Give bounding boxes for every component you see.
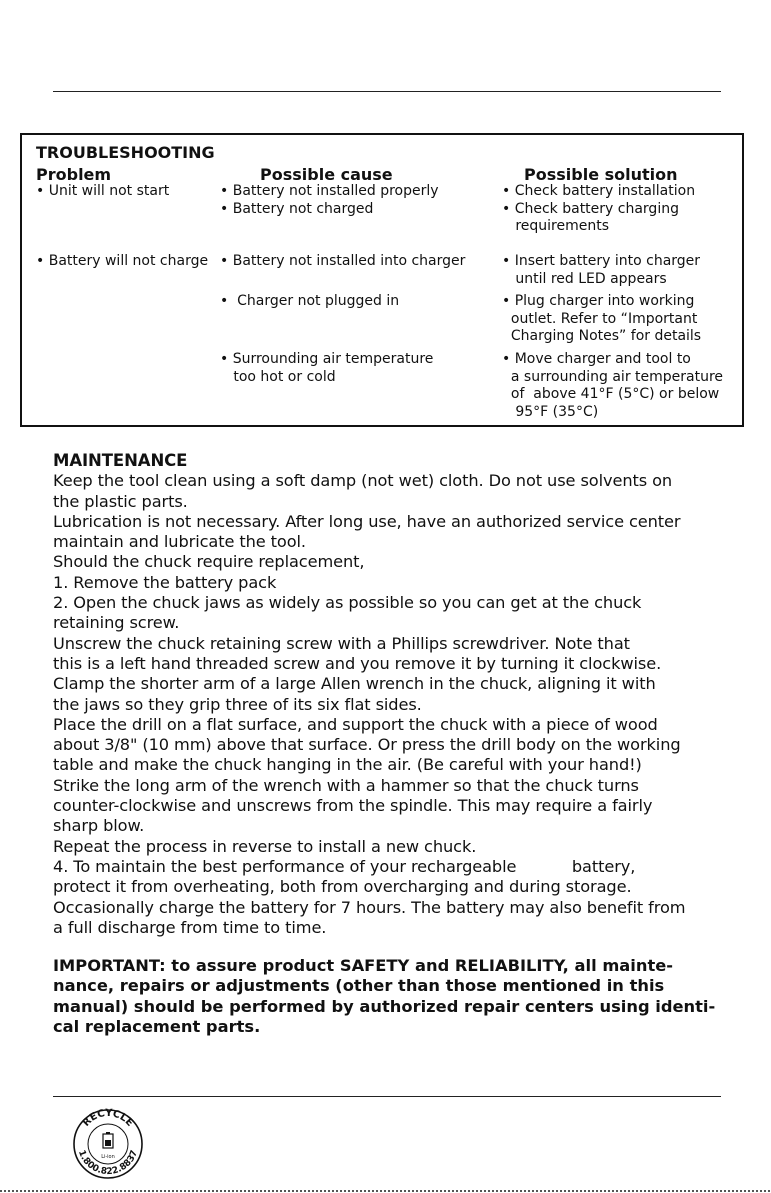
maintenance-line: counter-clockwise and unscrews from the spindle. This may require a fairly — [53, 796, 653, 816]
recycle-seal-bottom-text: 1.800.822.8837 — [75, 1149, 141, 1178]
row3-cause — [220, 293, 490, 311]
row3-solution — [502, 293, 742, 346]
recycle-seal-top-text: RECYCLE — [80, 1107, 136, 1129]
maintenance-line: Strike the long arm of the wrench with a hammer so that the chuck turns — [53, 775, 639, 795]
troubleshooting-title: TROUBLESHOOTING — [36, 143, 215, 162]
recycle-seal-center-text: Li-ion — [101, 1154, 115, 1160]
important-notice — [53, 956, 716, 1037]
maintenance-line: Place the drill on a flat surface, and support the chuck with a piece of wood — [53, 714, 658, 734]
row2-solution — [502, 253, 742, 288]
row3-solution-line: • Plug charger into working — [502, 293, 695, 309]
maintenance-line: Lubrication is not necessary. After long use, have an authorized service center — [53, 511, 681, 531]
row2-problem-line: • Battery will not charge — [36, 253, 209, 269]
maintenance-line: Occasionally charge the battery for 7 hours. The battery may also benefit from — [53, 897, 686, 917]
maintenance-line: a full discharge from time to time. — [53, 917, 327, 937]
maintenance-line: retaining screw. — [53, 613, 180, 633]
recycle-seal-icon — [72, 1100, 144, 1190]
row4-solution-line: a surrounding air temperature — [502, 368, 724, 385]
row1-cause-line: • Battery not charged — [220, 200, 374, 217]
row1-solution — [502, 183, 742, 236]
maintenance-line: the plastic parts. — [53, 491, 188, 511]
maintenance-line: 2. Open the chuck jaws as widely as possible so you can get at the chuck — [53, 593, 642, 613]
row1-solution-line: requirements — [502, 218, 610, 234]
maintenance-line: Repeat the process in reverse to install a new chuck. — [53, 836, 477, 856]
maintenance-line: 4. To maintain the best performance of your rechargeable battery, — [53, 856, 636, 876]
row2-solution-line: • Insert battery into charger — [502, 253, 701, 269]
important-line: nance, repairs or adjustments (other than those mentioned in this — [53, 976, 665, 996]
row1-solution-line: • Check battery installation — [502, 183, 696, 199]
row1-problem — [36, 183, 226, 201]
maintenance-title: MAINTENANCE — [53, 451, 188, 470]
important-line: manual) should be performed by authorized repair centers using identi- — [53, 996, 716, 1016]
row3-solution-line: outlet. Refer to “Important — [502, 310, 698, 327]
row2-solution-line: until red LED appears — [502, 270, 667, 287]
row3-cause-line: • Charger not plugged in — [220, 293, 400, 309]
row4-cause — [220, 351, 490, 386]
maintenance-line: the jaws so they grip three of its six flat sides. — [53, 694, 422, 714]
row4-solution — [502, 351, 742, 421]
top-rule — [53, 91, 721, 92]
header-possible-solution: Possible solution — [524, 165, 678, 184]
row1-solution-line: • Check battery charging — [502, 200, 679, 217]
maintenance-line: Clamp the shorter arm of a large Allen wrench in the chuck, aligning it with — [53, 674, 656, 694]
row3-solution-line: Charging Notes” for details — [502, 328, 702, 344]
important-line: IMPORTANT: to assure product SAFETY and RELIABILITY, all mainte- — [53, 956, 674, 975]
maintenance-line: about 3/8" (10 mm) above that surface. Or press the drill body on the working — [53, 735, 681, 755]
row1-cause — [220, 183, 490, 218]
maintenance-line: Should the chuck require replacement, — [53, 552, 365, 572]
maintenance-line: maintain and lubricate the tool. — [53, 532, 306, 552]
maintenance-line: protect it from overheating, both from overcharging and during storage. — [53, 877, 632, 897]
header-possible-cause: Possible cause — [260, 165, 393, 184]
row4-solution-line: • Move charger and tool to — [502, 351, 691, 367]
maintenance-line: table and make the chuck hanging in the air. (Be careful with your hand!) — [53, 755, 642, 775]
row2-problem — [36, 253, 226, 271]
troubleshooting-box — [20, 133, 744, 427]
row4-solution-line: 95°F (35°C) — [502, 403, 599, 420]
row4-solution-line: of above 41°F (5°C) or below — [502, 386, 720, 402]
page-edge — [0, 1190, 771, 1192]
maintenance-line: Keep the tool clean using a soft damp (not wet) cloth. Do not use solvents on — [53, 471, 673, 491]
row2-cause-line: • Battery not installed into charger — [220, 253, 466, 269]
header-problem: Problem — [36, 165, 112, 184]
row4-cause-line: too hot or cold — [220, 368, 336, 385]
maintenance-section — [53, 451, 713, 938]
row1-cause-line: • Battery not installed properly — [220, 183, 439, 199]
maintenance-line: sharp blow. — [53, 816, 145, 836]
maintenance-line: Unscrew the chuck retaining screw with a Phillips screwdriver. Note that — [53, 633, 630, 653]
bottom-rule — [53, 1096, 721, 1097]
maintenance-line: this is a left hand threaded screw and you remove it by turning it clockwise. — [53, 653, 662, 673]
battery-icon — [103, 1132, 113, 1148]
row4-cause-line: • Surrounding air temperature — [220, 351, 434, 367]
important-line: cal replacement parts. — [53, 1016, 261, 1036]
row1-problem-line: • Unit will not start — [36, 183, 170, 199]
svg-text:RECYCLE — [81, 1108, 136, 1129]
maintenance-line: 1. Remove the battery pack — [53, 572, 277, 592]
row2-cause — [220, 253, 490, 271]
